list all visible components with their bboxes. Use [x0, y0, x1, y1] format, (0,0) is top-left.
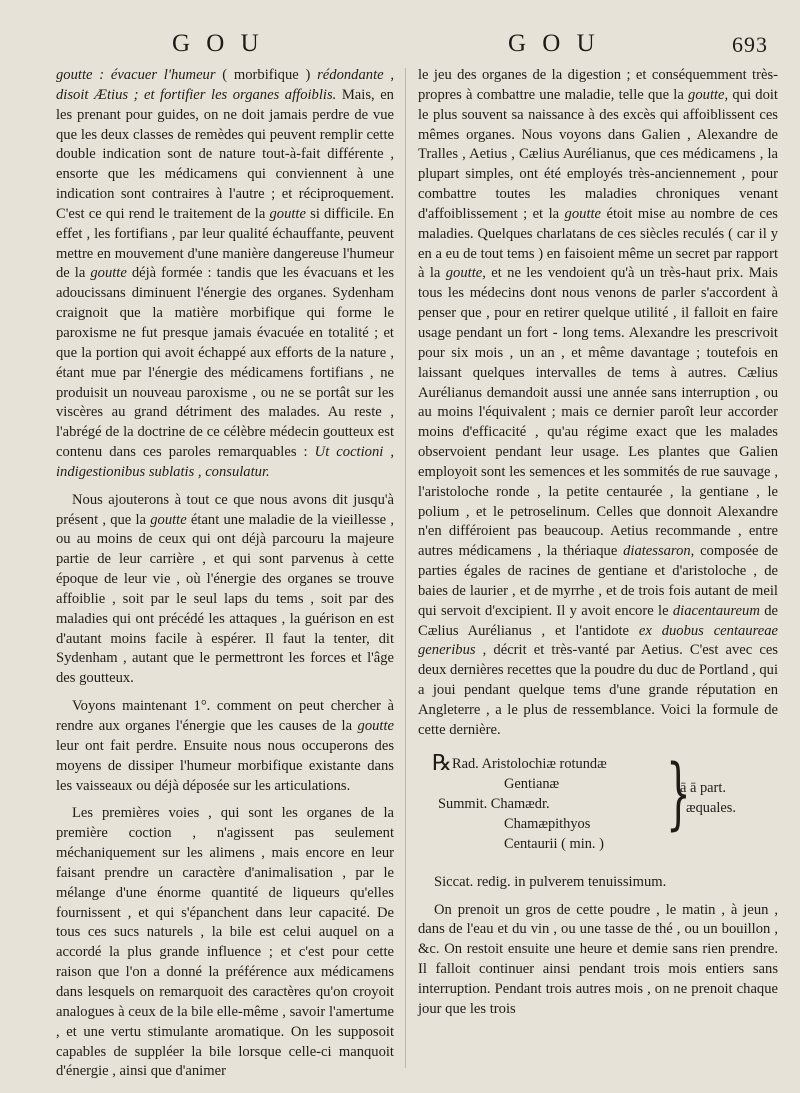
recipe-instruction: Siccat. redig. in pulverem tenuissimum.: [434, 873, 667, 890]
italic-text: goutte,: [445, 265, 486, 282]
text: ( morbifique ): [215, 67, 318, 83]
page-number: 693: [732, 32, 768, 57]
running-head-center: G O U: [508, 30, 600, 57]
italic-text: ex duobus centaureae generibus ,: [418, 622, 778, 659]
recipe-quantity-word: æquales.: [686, 799, 736, 816]
italic-text: goutte: [90, 265, 127, 282]
right-column: [418, 66, 778, 1020]
recipe-line: Summit. Chamædr.: [438, 795, 550, 812]
recipe-line: Rad. Aristolochiæ rotundæ: [452, 755, 607, 772]
text: Nous ajouterons à tout ce que nous avons dit jusqu'à présent , que la: [56, 491, 394, 528]
text: étoit mise au nombre de ces maladies. Quelques charlatans de ces siècles reculés ( car il y en a eu de tout tems ) en faisoient même un secret par rapport à la: [418, 205, 778, 282]
text: composée de parties égales de racines de gentiane et d'aristoloche , de baies de laurier , et de myrrhe , et de trois fois autant de meil qui servoit d'excipient. Il y avoit encore le: [418, 543, 778, 619]
text: leur ont fait perdre. Ensuite nous nous occuperons des moyens de dissiper l'humeur morbifique existante dans les vaisseaux ou déjà déposée sur les articulations.: [56, 737, 394, 794]
italic-text: goutte : évacuer l'humeur: [56, 67, 216, 83]
text: Voyons maintenant 1°. comment on peut chercher à rendre aux organes l'énergie que les causes de la: [56, 698, 394, 734]
text: le jeu des organes de la digestion ; et conséquemment très-propres à combattre une maladie, telle que la: [418, 67, 778, 103]
recipe-formula: [418, 748, 778, 869]
italic-text: goutte: [269, 205, 306, 222]
left-column: [56, 66, 394, 1082]
paragraph: Les premières voies , qui sont les organes de la première coction , n'agissent pas seulement méchaniquement sur les alimens , mais encore en leur faisant prendre un caractère d'animalisation , par le mélange d'une énorme quantité de liqueurs qu'elles fournissent , et qui s'épanchent dans leur capacité. De tous ces sucs naturels , la bile est celui auquel on a accordé la plus grande influence ; et c'est pour cette raison que l'on a donné la préférence aux médicamens dans lesquels on remarquoit des caractères qu'on croyoit analogues à ceux de la bile elle-même , savoir l'amertume , et une vertu stimulante aromatique. On les supposoit capables de suppléer la bile lorsque celle-ci manquoit d'énergie , ainsi que d'animer: [56, 805, 394, 1080]
italic-text: goutte: [357, 718, 394, 734]
text: qui doit le plus souvent sa naissance à des excès qui affoiblissent ces mêmes organes. Nous voyons dans Galien , Alexandre de Tralles , Aetius , Cælius Aurélianus, que ces médicamens , la plupart simples, ont été employés très-anciennement , pour combattre toutes les maladies chroniques venant d'affoiblissement ; et la: [418, 86, 778, 222]
paragraph: [56, 491, 394, 689]
running-head-left: G O U: [172, 30, 264, 57]
paragraph: [56, 697, 394, 796]
column-divider: [405, 68, 406, 1068]
paragraph: [418, 66, 778, 741]
text: déjà formée : tandis que les évacuans et les adoucissans diminuent l'énergie des organes. Sydenham craignoit que la matière morbifique qui forme le paroxisme ne fut presque jamais évacuée en totalité ; et que la portion qui avoit échappé aux efforts de la nature , étant mue par l'énergie des médicamens fortifians , ne produisit un nouveau paroxisme , ou ne se portât sur les viscères au grand détriment des malades. Au reste , l'abrégé de la doctrine de ce célèbre médecin goutteux est contenu dans ces paroles remarquables :: [56, 265, 394, 461]
recipe-quantity: ā ā part.: [680, 779, 726, 796]
running-head: [0, 30, 800, 60]
italic-text: diacentaureum: [672, 602, 760, 619]
text: décrit et très-vanté par Aetius. C'est avec ces deux dernières recettes que la poudre du duc de Portland , qui a joui pendant quelque tems d'une grande réputation en Angleterre , a le plus de ressemblance. Voici la formule de cette dernière.: [418, 642, 778, 738]
paragraph: On prenoit un gros de cette poudre , le matin , à jeun , dans de l'eau et du vin , ou une tasse de thé , ou un bouillon , &c. On restoit ensuite une heure et demie sans rien prendre. Il falloit continuer ainsi pendant trois mois entiers sans interruption. Pendant trois autres mois , on ne prenoit chaque jour que les trois: [418, 901, 778, 1017]
paragraph: [56, 66, 394, 483]
italic-text: diatessaron,: [623, 543, 695, 560]
text: étant une maladie de la vieillesse , ou au moins de ceux qui ont déjà parcouru la majeure partie de leur carrière , et qui sont parvenus à cette époque de leur vie , où l'énergie des organes se trouve affoiblie , soit par le seul laps du tems , soit par des maladies qui ont précédé les attaques , la guérison en est d'autant moins facile à espérer. Il faut la tenter, dit Sydenham , autant que le permettront les forces et l'âge des goutteux.: [56, 511, 395, 687]
text: si difficile. En effet , les fortifians , par leur qualité échauffante, peuvent mettre en mouvement d'une manière dangereuse l'humeur de la: [56, 205, 395, 282]
recipe-symbol: ℞: [432, 749, 452, 775]
italic-text: goutte,: [688, 86, 729, 103]
text: de Cælius Aurélianus , et l'antidote: [418, 602, 778, 639]
italic-text: Ut coctioni , indigestionibus sublatis , consulatur.: [56, 444, 394, 480]
text: Mais, en les prenant pour guides, on ne doit jamais perdre de vue que les deux classes de remèdes qui peuvent remplir cette double indication sont de nature tout-à-fait différente , ensorte que les médicamens qui conviennent à une indication sont contraires à l'autre ; et réciproquement. C'est ce qui rend le traitement de la: [56, 86, 394, 222]
italic-text: goutte: [150, 511, 187, 528]
recipe-line: Gentianæ: [504, 775, 560, 792]
italic-text: goutte: [564, 205, 602, 222]
recipe-line: Centaurii ( min. ): [504, 835, 604, 852]
recipe-line: Chamæpithyos: [504, 815, 591, 832]
text: et ne les vendoient qu'à un très-haut prix. Mais tous les médecins dont nous venons de parler s'accordent à penser que , pour en retirer quelque utilité , il falloit en faire usage pendant un fort - long tems. Alexandre les prescrivoit pour six mois , un an , et même davantage ; toutefois en laissant quelques intervalles de tems à autres. Cælius Aurélianus demandoit aussi une année sans interruption , ou au moins l'équivalent ; mais ce dernier paroît leur accorder moins d'efficacité , qu'au régime exact que les malades observoient pendant leur usage. Les plantes que Galien employoit sont les semences et les sommités de rue sauvage , l'aristoloche ronde , la petite centaurée , la gentiane , le polium , et le petroselinum. Celles que donnoit Alexandre n'en différoient pas beaucoup. Aetius recommande , entre autres médicamens , la thériaque: [418, 265, 778, 560]
brace-icon: }: [666, 748, 691, 839]
italic-text: rédondante , disoit Ætius ; et fortifier les organes affoiblis.: [56, 67, 394, 103]
